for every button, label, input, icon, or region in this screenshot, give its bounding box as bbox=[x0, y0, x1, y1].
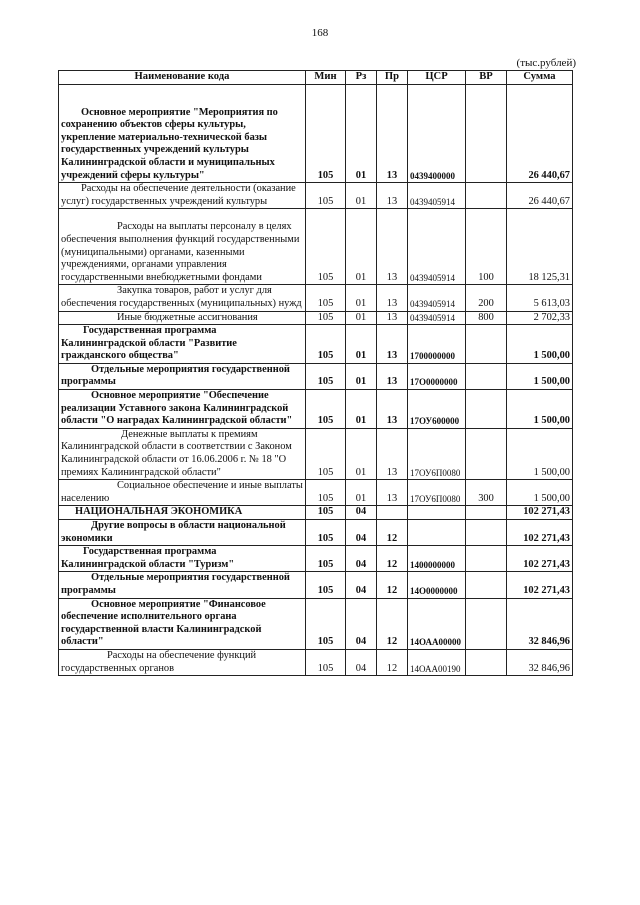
header-vr: ВР bbox=[466, 71, 507, 85]
table-row bbox=[59, 390, 573, 429]
table-row bbox=[59, 572, 573, 598]
row-name bbox=[59, 183, 306, 209]
row-vr bbox=[466, 183, 507, 209]
row-csr: 0439405914 bbox=[408, 183, 466, 209]
row-min: 105 bbox=[306, 572, 346, 598]
row-min: 105 bbox=[306, 390, 346, 429]
row-csr: 17ОУ600000 bbox=[408, 390, 466, 429]
row-rz: 01 bbox=[346, 480, 377, 506]
row-rz: 01 bbox=[346, 84, 377, 183]
row-name-text: Основное мероприятие "Обеспечение реализации Уставного закона Калининградской области "О наградах Калининградской области" bbox=[61, 390, 293, 427]
row-name bbox=[59, 598, 306, 649]
row-name-text: Основное мероприятие "Финансовое обеспечение исполнительного органа государственной власти Калининградской области" bbox=[61, 598, 266, 648]
row-vr bbox=[466, 84, 507, 183]
row-csr: 14ОАА00000 bbox=[408, 598, 466, 649]
row-pr: 13 bbox=[377, 480, 408, 506]
row-name bbox=[59, 480, 306, 506]
row-rz: 04 bbox=[346, 598, 377, 649]
table-body bbox=[59, 84, 573, 676]
row-csr: 17ОУ6П0080 bbox=[408, 428, 466, 479]
table-row bbox=[59, 480, 573, 506]
row-sum: 5 613,03 bbox=[507, 285, 573, 311]
row-vr bbox=[466, 572, 507, 598]
budget-table bbox=[58, 70, 573, 676]
row-name bbox=[59, 649, 306, 675]
row-sum: 102 271,43 bbox=[507, 572, 573, 598]
row-sum: 2 702,33 bbox=[507, 311, 573, 325]
row-vr: 200 bbox=[466, 285, 507, 311]
row-sum: 1 500,00 bbox=[507, 480, 573, 506]
row-name bbox=[59, 390, 306, 429]
row-csr: 1400000000 bbox=[408, 546, 466, 572]
row-vr bbox=[466, 390, 507, 429]
row-name bbox=[59, 506, 306, 520]
row-vr: 800 bbox=[466, 311, 507, 325]
row-pr: 13 bbox=[377, 84, 408, 183]
row-rz: 01 bbox=[346, 390, 377, 429]
row-name-text: Социальное обеспечение и иные выплаты населению bbox=[61, 480, 303, 504]
row-name bbox=[59, 209, 306, 285]
row-min: 105 bbox=[306, 506, 346, 520]
row-rz: 01 bbox=[346, 285, 377, 311]
row-csr: 0439405914 bbox=[408, 311, 466, 325]
row-pr: 12 bbox=[377, 649, 408, 675]
row-pr: 13 bbox=[377, 325, 408, 364]
row-name bbox=[59, 520, 306, 546]
row-csr: 17О0000000 bbox=[408, 363, 466, 389]
row-name-text: Расходы на обеспечение функций государственных органов bbox=[61, 649, 257, 674]
row-name bbox=[59, 311, 306, 325]
row-name bbox=[59, 84, 306, 183]
row-csr: 0439405914 bbox=[408, 209, 466, 285]
row-sum: 32 846,96 bbox=[507, 649, 573, 675]
header-name: Наименование кода bbox=[59, 71, 306, 85]
row-name bbox=[59, 572, 306, 598]
row-sum: 1 500,00 bbox=[507, 363, 573, 389]
row-pr: 12 bbox=[377, 546, 408, 572]
row-sum: 102 271,43 bbox=[507, 506, 573, 520]
row-rz: 01 bbox=[346, 209, 377, 285]
table-row bbox=[59, 325, 573, 364]
row-csr bbox=[408, 520, 466, 546]
row-name-text: Государственная программа Калининградской области "Развитие гражданского общества" bbox=[61, 325, 237, 362]
row-rz: 04 bbox=[346, 546, 377, 572]
row-sum: 1 500,00 bbox=[507, 390, 573, 429]
table-row bbox=[59, 520, 573, 546]
row-name-text: Отдельные мероприятия государственной программы bbox=[61, 572, 290, 596]
table-row bbox=[59, 428, 573, 479]
row-pr: 13 bbox=[377, 311, 408, 325]
row-vr bbox=[466, 363, 507, 389]
row-pr: 12 bbox=[377, 572, 408, 598]
page-number: 168 bbox=[311, 27, 329, 39]
row-min: 105 bbox=[306, 311, 346, 325]
row-name-text: Отдельные мероприятия государственной программы bbox=[61, 363, 290, 388]
row-csr: 0439405914 bbox=[408, 285, 466, 311]
row-rz: 01 bbox=[346, 363, 377, 389]
row-sum: 102 271,43 bbox=[507, 520, 573, 546]
row-name-text: Основное мероприятие "Мероприятия по сохранению объектов сферы культуры, укрепление материально-технической базы государственных учреждений культуры Калининградской области и муниципальных учреждений сферы культуры" bbox=[61, 106, 278, 181]
row-vr bbox=[466, 506, 507, 520]
table-row bbox=[59, 285, 573, 311]
header-rz: Рз bbox=[346, 71, 377, 85]
row-sum: 18 125,31 bbox=[507, 209, 573, 285]
row-min: 105 bbox=[306, 325, 346, 364]
row-name-text: Расходы на обеспечение деятельности (оказание услуг) государственных учреждений культуры bbox=[61, 183, 296, 207]
row-name-text: Расходы на выплаты персоналу в целях обеспечения выполнения функций государственными (муниципальными) органами, казенными учреждениями, органами управления государственными внебюджетными фондами bbox=[61, 221, 300, 283]
table-row bbox=[59, 311, 573, 325]
row-sum: 32 846,96 bbox=[507, 598, 573, 649]
table-row bbox=[59, 183, 573, 209]
row-pr bbox=[377, 506, 408, 520]
row-min: 105 bbox=[306, 480, 346, 506]
table-row bbox=[59, 598, 573, 649]
row-csr bbox=[408, 506, 466, 520]
row-min: 105 bbox=[306, 84, 346, 183]
row-csr: 17ОУ6П0080 bbox=[408, 480, 466, 506]
row-vr: 300 bbox=[466, 480, 507, 506]
row-rz: 04 bbox=[346, 506, 377, 520]
row-min: 105 bbox=[306, 285, 346, 311]
row-name bbox=[59, 428, 306, 479]
row-min: 105 bbox=[306, 363, 346, 389]
row-pr: 13 bbox=[377, 285, 408, 311]
row-min: 105 bbox=[306, 520, 346, 546]
row-pr: 12 bbox=[377, 598, 408, 649]
row-sum: 1 500,00 bbox=[507, 325, 573, 364]
row-rz: 04 bbox=[346, 520, 377, 546]
row-name bbox=[59, 363, 306, 389]
row-name bbox=[59, 325, 306, 364]
row-rz: 01 bbox=[346, 325, 377, 364]
row-pr: 12 bbox=[377, 520, 408, 546]
row-min: 105 bbox=[306, 183, 346, 209]
row-name-text: Денежные выплаты к премиям Калининградской области в соответствии с Законом Калининградской области от 16.06.2006 г. № 18 "О премиях Калининградской области" bbox=[61, 428, 292, 478]
units-label: (тыс.рублей) bbox=[516, 57, 576, 69]
row-vr bbox=[466, 520, 507, 546]
row-pr: 13 bbox=[377, 209, 408, 285]
row-rz: 01 bbox=[346, 428, 377, 479]
row-sum: 26 440,67 bbox=[507, 183, 573, 209]
row-sum: 102 271,43 bbox=[507, 546, 573, 572]
row-sum: 26 440,67 bbox=[507, 84, 573, 183]
row-min: 105 bbox=[306, 209, 346, 285]
table-row bbox=[59, 363, 573, 389]
row-csr: 1700000000 bbox=[408, 325, 466, 364]
table-row bbox=[59, 649, 573, 675]
row-name bbox=[59, 546, 306, 572]
table-row bbox=[59, 209, 573, 285]
row-name-text: Другие вопросы в области национальной экономики bbox=[61, 520, 286, 544]
header-min: Мин bbox=[306, 71, 346, 85]
row-rz: 01 bbox=[346, 183, 377, 209]
row-vr bbox=[466, 325, 507, 364]
table-row bbox=[59, 546, 573, 572]
row-name-text: Государственная программа Калининградской области "Туризм" bbox=[61, 546, 235, 570]
table-row bbox=[59, 506, 573, 520]
header-pr: Пр bbox=[377, 71, 408, 85]
row-name-text: Иные бюджетные ассигнования bbox=[117, 311, 258, 323]
row-rz: 04 bbox=[346, 649, 377, 675]
row-vr: 100 bbox=[466, 209, 507, 285]
row-name-text: Закупка товаров, работ и услуг для обеспечения государственных (муниципальных) нужд bbox=[61, 285, 302, 309]
table-row bbox=[59, 84, 573, 183]
row-name bbox=[59, 285, 306, 311]
row-sum: 1 500,00 bbox=[507, 428, 573, 479]
row-csr: 14О0000000 bbox=[408, 572, 466, 598]
row-pr: 13 bbox=[377, 390, 408, 429]
row-min: 105 bbox=[306, 546, 346, 572]
row-min: 105 bbox=[306, 598, 346, 649]
row-rz: 04 bbox=[346, 572, 377, 598]
row-rz: 01 bbox=[346, 311, 377, 325]
row-csr: 14ОАА00190 bbox=[408, 649, 466, 675]
header-csr: ЦСР bbox=[408, 71, 466, 85]
row-vr bbox=[466, 428, 507, 479]
header-sum: Сумма bbox=[507, 71, 573, 85]
row-vr bbox=[466, 598, 507, 649]
row-min: 105 bbox=[306, 649, 346, 675]
row-pr: 13 bbox=[377, 183, 408, 209]
row-vr bbox=[466, 546, 507, 572]
row-min: 105 bbox=[306, 428, 346, 479]
row-name-text: НАЦИОНАЛЬНАЯ ЭКОНОМИКА bbox=[75, 506, 243, 518]
row-pr: 13 bbox=[377, 428, 408, 479]
row-vr bbox=[466, 649, 507, 675]
row-pr: 13 bbox=[377, 363, 408, 389]
table-header-row bbox=[59, 71, 573, 85]
row-csr: 0439400000 bbox=[408, 84, 466, 183]
